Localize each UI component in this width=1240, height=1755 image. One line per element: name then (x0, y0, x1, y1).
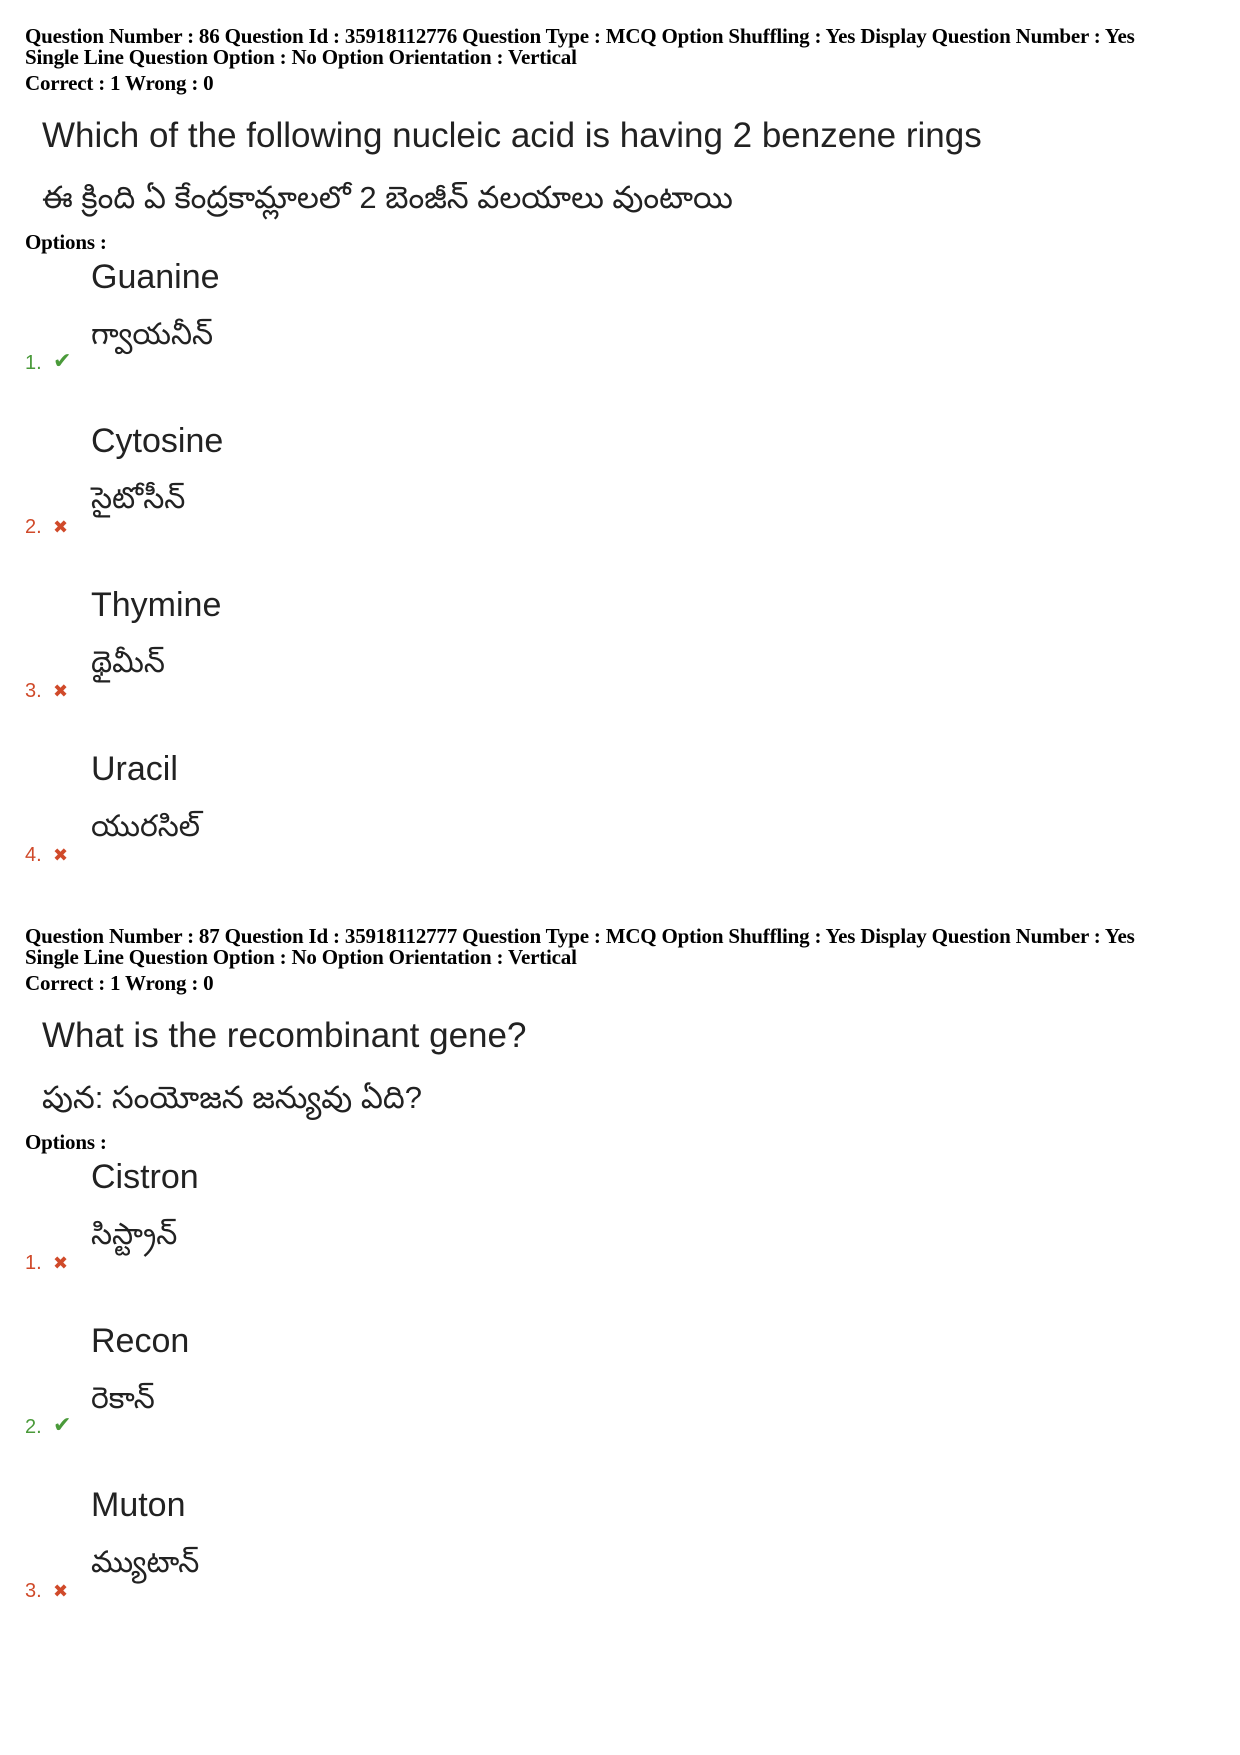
question-87 (25, 926, 1215, 1645)
option-text-en: Muton (91, 1486, 186, 1524)
option-number: 1. (25, 352, 42, 374)
cross-icon: ✖ (53, 1253, 69, 1273)
question-meta-line1: Question Number : 86 Question Id : 35918112776 Question Type : MCQ Option Shuffling : Yes Display Question Number : Yes (25, 24, 1135, 48)
option-text-en: Cistron (91, 1158, 199, 1196)
option-3 (25, 581, 1215, 745)
option-number: 3. (25, 1580, 42, 1602)
option-1 (25, 1153, 1215, 1317)
check-icon: ✔ (53, 1412, 72, 1437)
check-icon: ✔ (53, 348, 72, 373)
options-label: Options : (25, 1130, 107, 1154)
question-score: Correct : 1 Wrong : 0 (25, 971, 214, 995)
question-text-te: ఈ క్రింది ఏ కేంద్రకామ్లాలలో 2 బెంజీన్ వలయాలు వుంటాయి (42, 180, 733, 215)
option-2 (25, 417, 1215, 581)
option-text-en: Cytosine (91, 422, 224, 460)
question-text-en: Which of the following nucleic acid is having 2 benzene rings (42, 116, 982, 155)
option-2 (25, 1317, 1215, 1481)
option-text-te: మ్యుటాన్ (91, 1546, 200, 1579)
option-text-en: Recon (91, 1322, 190, 1360)
option-text-te: థైమీన్ (91, 646, 165, 679)
question-meta-line2: Single Line Question Option : No Option Orientation : Vertical (25, 945, 577, 969)
option-number: 2. (25, 516, 42, 538)
option-text-te: యురసిల్ (91, 810, 201, 843)
question-86 (25, 26, 1215, 909)
question-meta-line1: Question Number : 87 Question Id : 35918112777 Question Type : MCQ Option Shuffling : Yes Display Question Number : Yes (25, 924, 1135, 948)
question-score: Correct : 1 Wrong : 0 (25, 71, 214, 95)
cross-icon: ✖ (53, 1581, 69, 1601)
option-number: 3. (25, 680, 42, 702)
option-4 (25, 745, 1215, 909)
option-text-te: రెకాన్ (91, 1382, 155, 1415)
option-text-te: సైటోసీన్ (91, 482, 186, 515)
cross-icon: ✖ (53, 517, 69, 537)
option-text-en: Guanine (91, 258, 220, 296)
cross-icon: ✖ (53, 845, 69, 865)
option-number: 4. (25, 844, 42, 866)
question-text-te: పున: సంయోజన జన్యువు ఏది? (42, 1080, 422, 1115)
option-3 (25, 1481, 1215, 1645)
option-text-en: Thymine (91, 586, 222, 624)
option-text-te: గ్వాయనీన్ (91, 318, 214, 351)
option-text-en: Uracil (91, 750, 178, 788)
cross-icon: ✖ (53, 681, 69, 701)
option-text-te: సిస్ట్రాన్ (91, 1218, 178, 1251)
question-text-en: What is the recombinant gene? (42, 1016, 527, 1055)
question-meta-line2: Single Line Question Option : No Option Orientation : Vertical (25, 45, 577, 69)
option-number: 2. (25, 1416, 42, 1438)
option-number: 1. (25, 1252, 42, 1274)
options-label: Options : (25, 230, 107, 254)
option-1 (25, 253, 1215, 417)
